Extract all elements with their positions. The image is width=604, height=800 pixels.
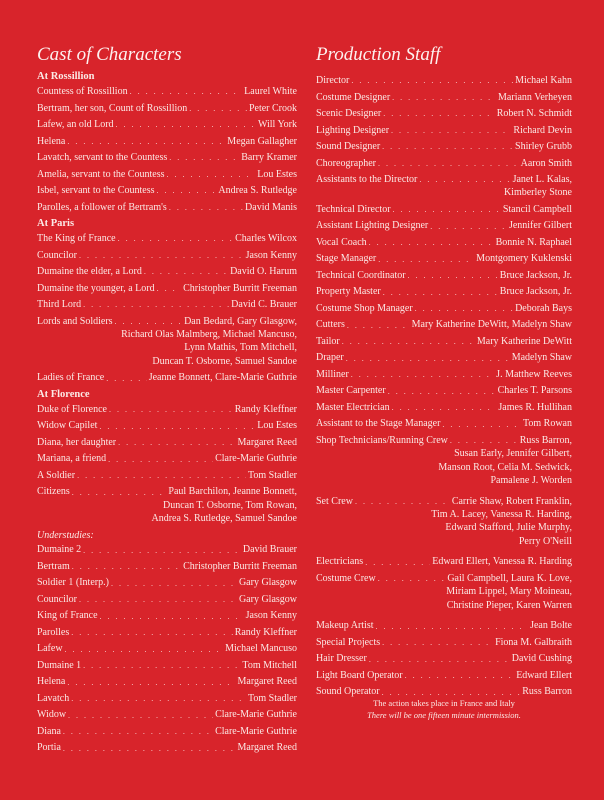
person-name: Megan Gallagher <box>227 135 297 147</box>
leader-dots <box>68 709 213 722</box>
role-name: Vocal Coach <box>316 236 367 248</box>
role-name: Makeup Artist <box>316 620 374 632</box>
entry-row <box>316 318 572 331</box>
entry-row <box>37 725 297 738</box>
leader-dots <box>189 102 247 115</box>
leader-dots <box>391 124 511 137</box>
role-name: Director <box>316 75 350 86</box>
leader-dots <box>65 643 224 656</box>
staff-continuation: Christine Pieper, Karen Warren <box>446 599 572 611</box>
role-name: King of France <box>37 610 98 622</box>
leader-dots <box>378 572 446 585</box>
leader-dots <box>369 653 510 666</box>
entry-row <box>37 593 297 606</box>
role-name: Lafew <box>37 643 63 655</box>
person-name: Edward Ellert <box>516 669 572 681</box>
actor-continuation: Lynn Mathis, Tom Mitchell, <box>184 342 297 354</box>
person-name: Montgomery Kuklenski <box>476 253 572 265</box>
leader-dots <box>351 368 494 381</box>
actor-continuation: Andrea S. Rutledge, Samuel Sandoe <box>151 513 297 525</box>
leader-dots <box>405 669 515 682</box>
role-name: Dumaine 1 <box>37 659 82 671</box>
leader-dots <box>346 352 510 365</box>
leader-dots <box>393 203 501 216</box>
entry-row <box>316 219 572 232</box>
person-name: Gary Glasgow <box>238 577 297 589</box>
person-name: Tom Stadler <box>247 469 297 481</box>
entry-row <box>37 436 297 449</box>
section-paris: At Paris <box>37 218 75 229</box>
leader-dots <box>376 620 529 633</box>
person-name: J. Matthew Reeves <box>496 368 572 380</box>
person-name: David Brauer <box>242 544 297 556</box>
entry-row <box>316 417 572 430</box>
role-name: Electricians <box>316 556 364 568</box>
person-name: Bruce Jackson, Jr. <box>499 269 572 281</box>
role-name: Costume Crew <box>316 572 376 584</box>
paris-list <box>37 232 297 311</box>
person-name: Lou Estes <box>257 420 297 432</box>
role-name: Technical Coordinator <box>316 269 406 281</box>
person-name: Aaron Smith <box>520 157 572 169</box>
cast-heading: Cast of Characters <box>37 44 182 65</box>
role-name: Diana <box>37 725 61 737</box>
role-name: Dumaine 2 <box>37 544 82 556</box>
leader-dots <box>378 157 519 170</box>
person-name: Clare-Marie Guthrie <box>215 709 297 721</box>
entry-row <box>37 232 297 245</box>
leader-dots <box>106 372 147 385</box>
role-name: Sound Operator <box>316 686 380 698</box>
role-name: Ladies of France <box>37 372 105 384</box>
leader-dots <box>369 236 494 249</box>
role-name: Cutters <box>316 319 345 331</box>
role-name: Hair Dresser <box>316 653 367 665</box>
role-name: Third Lord <box>37 299 82 310</box>
staff-heading: Production Staff <box>316 44 441 65</box>
leader-dots <box>408 269 498 282</box>
entry-row <box>316 636 572 649</box>
entry-row <box>37 576 297 589</box>
leader-dots <box>109 403 233 416</box>
role-name: Scenic Designer <box>316 108 382 119</box>
role-name: Master Electrician <box>316 401 390 413</box>
entry-row <box>316 351 572 364</box>
role-name: Councilor <box>37 593 77 605</box>
person-name: Bruce Jackson, Jr. <box>499 286 572 298</box>
person-name: Margaret Reed <box>237 742 297 754</box>
leader-dots <box>378 253 474 266</box>
leader-dots <box>79 249 244 262</box>
person-name: David O. Harum <box>230 266 297 277</box>
entry-row <box>37 102 297 115</box>
person-name: Bonnie N. Raphael <box>495 236 572 248</box>
understudies-list <box>37 543 297 754</box>
staff-name: Edward Ellert, Vanessa R. Harding <box>432 556 572 568</box>
person-name: Madelyn Shaw <box>511 352 572 364</box>
staff-row <box>316 173 572 186</box>
entry-row <box>316 91 572 104</box>
role-name: Sound Designer <box>316 141 381 152</box>
leader-dots <box>169 201 243 214</box>
person-name: Clare-Marie Guthrie <box>215 725 297 737</box>
staff-name: Russ Barron, <box>519 434 572 446</box>
staff-row <box>316 434 572 447</box>
actor-name: Paul Barchilon, Jeanne Bonnett, <box>168 486 297 498</box>
role-name: Choreographer <box>316 157 376 169</box>
staff-name: Carrie Shaw, Robert Franklin, <box>451 495 572 507</box>
cast-row <box>37 371 297 384</box>
entry-row <box>37 135 297 148</box>
leader-dots <box>383 286 498 299</box>
person-name: James R. Hullihan <box>498 401 572 413</box>
entry-row <box>37 85 297 98</box>
leader-dots <box>71 692 246 705</box>
person-name: Christopher Burritt Freeman <box>183 282 297 294</box>
entry-row <box>37 609 297 622</box>
person-name: Mariann Verheyen <box>498 91 572 103</box>
entry-row <box>37 642 297 655</box>
leader-dots <box>442 418 521 431</box>
entry-row <box>316 252 572 265</box>
role-name: Councilor <box>37 249 77 261</box>
person-name: Andrea S. Rutledge <box>218 185 297 196</box>
leader-dots <box>111 577 237 590</box>
entry-row <box>37 452 297 465</box>
role-name: Helena <box>37 135 66 147</box>
role-name: Helena <box>37 676 66 688</box>
leader-dots <box>130 85 243 98</box>
leader-dots <box>157 282 182 295</box>
role-name: Set Crew <box>316 495 353 507</box>
staff-list-a <box>316 74 572 170</box>
person-name: David Cushing <box>511 653 572 665</box>
leader-dots <box>118 232 234 245</box>
role-name: Shop Technicians/Running Crew <box>316 434 448 446</box>
staff-list-c <box>316 619 572 698</box>
section-rossillion: At Rossillion <box>37 71 95 82</box>
leader-dots <box>169 151 239 164</box>
entry-row <box>316 124 572 137</box>
leader-dots <box>71 626 232 639</box>
entry-row <box>316 619 572 632</box>
entry-row <box>37 265 297 278</box>
person-name: Jean Bolte <box>530 620 572 632</box>
role-name: Duke of Florence <box>37 403 107 415</box>
role-name: Dumaine the elder, a Lord <box>37 266 142 277</box>
cast-column <box>37 44 297 758</box>
leader-dots <box>67 676 235 689</box>
leader-dots <box>100 610 244 623</box>
role-name: Property Master <box>316 286 381 298</box>
entry-row <box>37 282 297 295</box>
entry-row <box>37 151 297 164</box>
role-name: Milliner <box>316 368 349 380</box>
role-name: Lafew, an old Lord <box>37 119 114 130</box>
person-name: Jennifer Gilbert <box>508 220 572 232</box>
entry-row <box>37 560 297 573</box>
leader-dots <box>83 659 240 672</box>
role-name: Parolles <box>37 626 70 638</box>
person-name: Tom Stadler <box>247 692 297 704</box>
leader-dots <box>72 560 181 573</box>
leader-dots <box>83 298 229 311</box>
person-name: Jason Kenny <box>245 249 297 261</box>
role-name: Draper <box>316 352 344 364</box>
role-name: Amelia, servant to the Countess <box>37 168 165 180</box>
staff-row <box>316 572 572 585</box>
entry-row <box>37 692 297 705</box>
person-name: Margaret Reed <box>237 676 297 688</box>
entry-row <box>37 298 297 311</box>
entry-row <box>37 741 297 754</box>
person-name: Will York <box>257 119 297 130</box>
person-name: Christopher Burritt Freeman <box>183 560 297 572</box>
leader-dots <box>347 319 410 332</box>
person-name: Robert N. Schmidt <box>496 108 572 119</box>
role-name: Countess of Rossillion <box>37 86 128 97</box>
person-name: David C. Brauer <box>231 299 297 310</box>
role-name: Lords and Soldiers <box>37 315 113 327</box>
role-name: Costume Shop Manager <box>316 302 413 314</box>
staff-continuation: Edward Stafford, Julie Murphy, <box>445 522 572 534</box>
leader-dots <box>351 74 513 87</box>
person-name: Charles Wilcox <box>235 233 297 244</box>
staff-column <box>316 44 572 702</box>
leader-dots <box>144 265 228 278</box>
intermission-note: There will be one fifteen minute intermission. <box>367 710 521 720</box>
person-name: Charles T. Parsons <box>497 385 572 397</box>
person-name: Michael Mancuso <box>225 643 297 655</box>
person-name: Russ Barron <box>522 686 572 698</box>
entry-row <box>316 652 572 665</box>
leader-dots <box>72 486 167 499</box>
leader-dots <box>450 434 518 447</box>
leader-dots <box>392 401 497 414</box>
person-name: Jason Kenny <box>245 610 297 622</box>
rossillion-list <box>37 85 297 214</box>
staff-continuation: Kimberley Stone <box>503 187 572 199</box>
person-name: Mary Katherine DeWitt <box>476 335 572 347</box>
entry-row <box>37 543 297 556</box>
setting-note: The action takes place in France and Italy <box>373 698 515 708</box>
leader-dots <box>116 118 256 131</box>
staff-name: Gail Campbell, Laura K. Love, <box>447 572 572 584</box>
staff-continuation: Susan Early, Jennifer Gilbert, <box>454 448 572 460</box>
entry-row <box>316 401 572 414</box>
entry-row <box>316 157 572 170</box>
person-name: Mary Katherine DeWitt, Madelyn Shaw <box>411 319 572 331</box>
leader-dots <box>115 315 183 328</box>
entry-row <box>37 184 297 197</box>
leader-dots <box>166 168 255 181</box>
person-name: Randy Kleffner <box>234 403 297 415</box>
staff-continuation: Perry O'Neill <box>518 535 572 547</box>
leader-dots <box>355 495 450 508</box>
role-name: Mariana, a friend <box>37 453 107 465</box>
person-name: David Manis <box>245 201 297 213</box>
staff-row <box>316 495 572 508</box>
entry-row <box>37 469 297 482</box>
staff-row <box>316 555 572 568</box>
entry-row <box>316 302 572 315</box>
entry-row <box>316 269 572 282</box>
entry-row <box>37 249 297 262</box>
role-name: The King of France <box>37 233 116 244</box>
entry-row <box>37 168 297 181</box>
entry-row <box>37 419 297 432</box>
leader-dots <box>383 107 494 120</box>
person-name: Gary Glasgow <box>238 593 297 605</box>
role-name: Special Projects <box>316 636 381 648</box>
leader-dots <box>77 469 246 482</box>
role-name: Lighting Designer <box>316 124 390 136</box>
entry-row <box>37 403 297 416</box>
actor-continuation: Duncan T. Osborne, Samuel Sandoe <box>152 355 297 367</box>
cast-row <box>37 485 297 498</box>
entry-row <box>316 285 572 298</box>
person-name: Michael Kahn <box>515 75 572 86</box>
entry-row <box>37 118 297 131</box>
entry-row <box>316 140 572 153</box>
person-name: Clare-Marie Guthrie <box>215 453 297 465</box>
role-name: Portia <box>37 742 61 754</box>
person-name: Richard Devin <box>513 124 572 136</box>
role-name: Assistant to the Stage Manager <box>316 418 441 430</box>
person-name: Tom Rowan <box>522 418 572 430</box>
actor-name: Jeanne Bonnett, Clare-Marie Guthrie <box>148 372 297 384</box>
leader-dots <box>382 636 493 649</box>
role-name: Light Board Operator <box>316 669 403 681</box>
role-name: Stage Manager <box>316 253 377 265</box>
leader-dots <box>392 91 496 104</box>
entry-row <box>316 203 572 216</box>
florence-list <box>37 403 297 482</box>
person-name: Randy Kleffner <box>234 626 297 638</box>
role-name: Citizens <box>37 486 70 498</box>
person-name: Stancil Campbell <box>502 203 572 215</box>
actor-continuation: Duncan T. Osborne, Tom Rowan, <box>162 499 297 511</box>
staff-list-b <box>316 203 572 431</box>
leader-dots <box>67 135 225 148</box>
production-note <box>316 697 572 721</box>
person-name: Barry Kramer <box>241 152 297 163</box>
leader-dots <box>365 556 430 569</box>
leader-dots <box>99 420 255 433</box>
role-name: Widow Capilet <box>37 420 98 432</box>
role-name: Bertram, her son, Count of Rossillion <box>37 102 188 114</box>
role-name: Assistants to the Director <box>316 174 418 185</box>
leader-dots <box>118 436 235 449</box>
role-name: Master Carpenter <box>316 385 386 397</box>
leader-dots <box>342 335 475 348</box>
person-name: Margaret Reed <box>237 436 297 448</box>
leader-dots <box>108 453 213 466</box>
leader-dots <box>382 140 513 153</box>
section-florence: At Florence <box>37 388 90 400</box>
entry-row <box>37 708 297 721</box>
role-name: Costume Designer <box>316 91 391 103</box>
entry-row <box>37 675 297 688</box>
role-name: Dumaine the younger, a Lord <box>37 282 155 294</box>
entry-row <box>37 626 297 639</box>
staff-continuation: Manson Root, Celia M. Sedwick, <box>438 461 572 473</box>
entry-row <box>316 236 572 249</box>
person-name: Deborah Bays <box>515 302 572 314</box>
person-name: Shirley Grubb <box>515 141 572 152</box>
leader-dots <box>63 725 213 738</box>
role-name: Lavatch, servant to the Countess <box>37 152 168 163</box>
role-name: Parolles, a follower of Bertram's <box>37 201 167 213</box>
entry-row <box>316 74 572 87</box>
person-name: Laurel White <box>244 86 297 97</box>
role-name: Tailor <box>316 335 340 347</box>
role-name: A Soldier <box>37 469 76 481</box>
understudies-heading: Understudies: <box>37 530 94 542</box>
role-name: Lavatch <box>37 692 70 704</box>
staff-continuation: Miriam Lippel, Mary Moineau, <box>446 586 572 598</box>
role-name: Assistant Lighting Designer <box>316 220 429 232</box>
leader-dots <box>63 742 236 755</box>
entry-row <box>316 384 572 397</box>
staff-name: Janet L. Kalas, <box>512 174 572 185</box>
cast-row <box>37 315 297 328</box>
role-name: Widow <box>37 709 67 721</box>
role-name: Bertram <box>37 560 70 572</box>
leader-dots <box>156 184 216 197</box>
entry-row <box>316 669 572 682</box>
leader-dots <box>415 302 513 315</box>
person-name: Tom Mitchell <box>242 659 297 671</box>
leader-dots <box>419 173 510 186</box>
staff-continuation: Pamalene J. Worden <box>490 475 572 487</box>
person-name: Fiona M. Galbraith <box>495 636 572 648</box>
entry-row <box>37 659 297 672</box>
role-name: Soldier 1 (Interp.) <box>37 577 109 589</box>
actor-name: Dan Bedard, Gary Glasgow, <box>184 315 297 327</box>
entry-row <box>37 201 297 214</box>
role-name: Technical Director <box>316 203 391 215</box>
entry-row <box>316 107 572 120</box>
entry-row <box>316 368 572 381</box>
role-name: Diana, her daughter <box>37 436 117 448</box>
entry-row <box>316 335 572 348</box>
leader-dots <box>83 544 241 557</box>
leader-dots <box>388 385 496 398</box>
role-name: Isbel, servant to the Countess <box>37 185 155 196</box>
person-name: Peter Crook <box>248 102 297 114</box>
leader-dots <box>79 593 237 606</box>
person-name: Lou Estes <box>257 168 297 180</box>
actor-continuation: Richard Olas Malmberg, Michael Mancuso, <box>121 328 297 340</box>
leader-dots <box>430 220 507 233</box>
staff-continuation: Tim A. Lacey, Vanessa R. Harding, <box>431 509 572 521</box>
